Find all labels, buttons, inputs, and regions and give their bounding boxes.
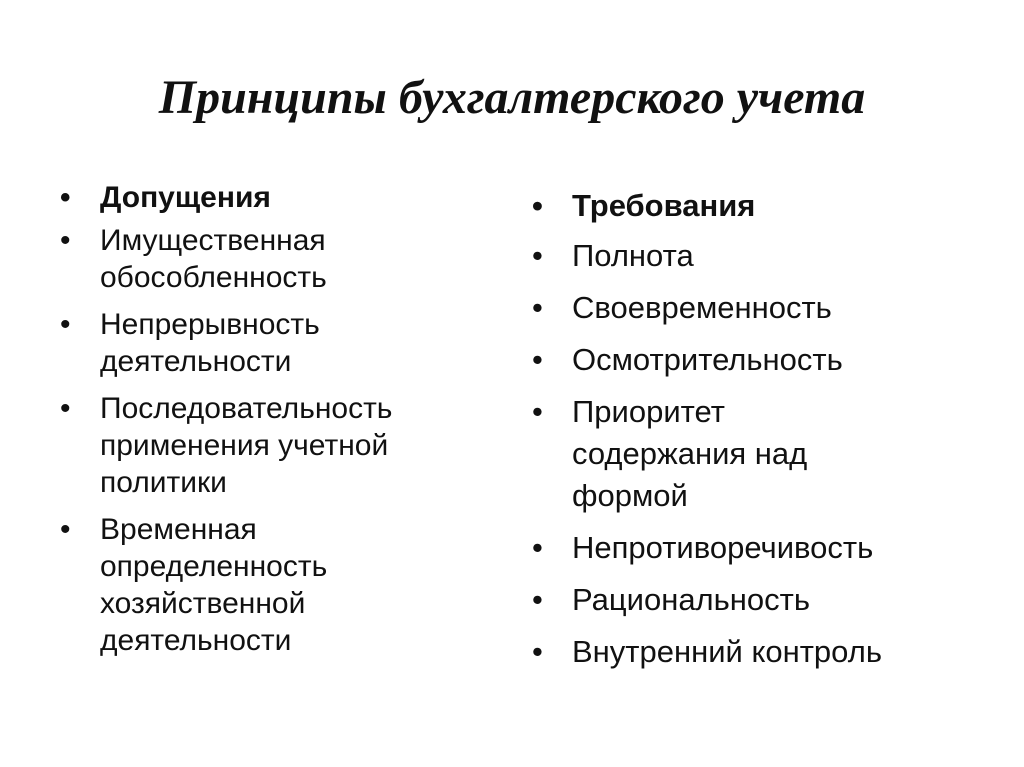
requirements-list: [532, 185, 982, 683]
assumption-item: • Имущественная обособленность: [60, 222, 400, 296]
assumptions-list: [60, 179, 480, 669]
requirement-item: • Приоритет содержания над формой: [532, 391, 872, 517]
requirement-item: • Полнота: [532, 235, 982, 277]
slide-title: Принципы бухгалтерского учета: [158, 71, 866, 124]
requirements-heading: • Требования: [532, 185, 982, 227]
assumptions-heading: • Допущения: [60, 179, 480, 216]
assumption-item: • Временная определенность хозяйственной деятельности: [60, 511, 400, 659]
requirement-item: • Внутренний контроль: [532, 631, 982, 673]
requirement-item: • Рациональность: [532, 579, 982, 621]
requirement-item: • Осмотрительность: [532, 339, 982, 381]
assumption-item: • Последовательность применения учетной политики: [60, 390, 470, 501]
requirement-item: • Своевременность: [532, 287, 982, 329]
requirement-item: • Непротиворечивость: [532, 527, 982, 569]
assumption-item: • Непрерывность деятельности: [60, 306, 400, 380]
